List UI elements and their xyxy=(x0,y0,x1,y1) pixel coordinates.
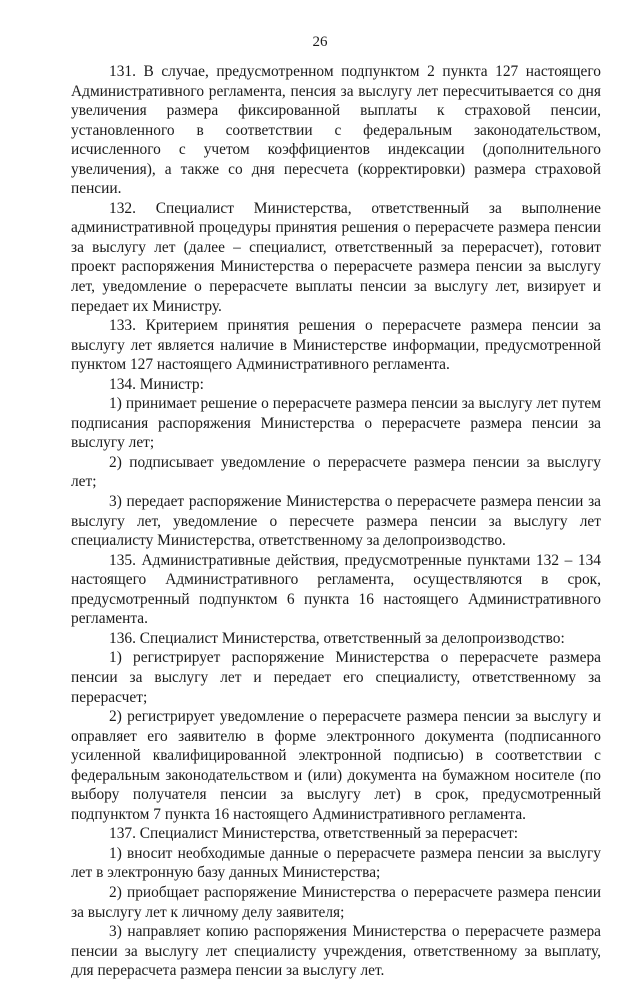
paragraph-134-item-1: 1) принимает решение о перерасчете размера пенсии за выслугу лет путем подписания распоряжения Министерства о перерасчете размера пенсии за выслугу лет; xyxy=(71,395,601,452)
paragraph-131: 131. В случае, предусмотренном подпунктом 2 пункта 127 настоящего Административного регламента, пенсия за выслугу лет пересчитывается со дня увеличения размера фиксированной выплаты к страховой пенсии, установленного в соответствии с федеральным законодательством, исчисленного с учетом коэффициентов индексации (дополнительного увеличения), а также со дня пересчета (корректировки) размера страховой пенсии. xyxy=(71,63,601,198)
paragraph-134-item-3: 3) передает распоряжение Министерства о перерасчете размера пенсии за выслугу лет, уведомление о пересчете размера пенсии за выслугу лет специалисту Министерства, ответственному за делопроизводство. xyxy=(71,493,601,550)
paragraph-133: 133. Критерием принятия решения о перерасчете размера пенсии за выслугу лет является наличие в Министерстве информации, предусмотренной пунктом 127 настоящего Административного регламента. xyxy=(71,317,601,374)
paragraph-135: 135. Административные действия, предусмотренные пунктами 132 – 134 настоящего Административного регламента, осуществляются в срок, предусмотренный подпунктом 6 пункта 16 настоящего Административного регламента. xyxy=(71,551,601,628)
paragraph-137-item-3: 3) направляет копию распоряжения Министерства о перерасчете размера пенсии за выслугу лет специалисту учреждения, ответственному за выплату, для перерасчета размера пенсии за выслугу лет. xyxy=(71,923,601,980)
paragraph-134-item-2: 2) подписывает уведомление о перерасчете размера пенсии за выслугу лет; xyxy=(71,453,601,491)
paragraph-136-item-1: 1) регистрирует распоряжение Министерства о перерасчете размера пенсии за выслугу лет и передает его специалисту, ответственному за перерасчет; xyxy=(71,649,601,706)
paragraph-136-heading: 136. Специалист Министерства, ответственный за делопроизводство: xyxy=(109,629,565,647)
paragraph-132: 132. Специалист Министерства, ответственный за выполнение административной процедуры принятия решения о перерасчете размера пенсии за выслугу лет (далее – специалист, ответственный за перерасчет), готовит проект распоряжения Министерства о перерасчете размера пенсии за выслугу лет, уведомление о перерасчете выплаты пенсии за выслугу лет, визирует и передает их Министру. xyxy=(71,199,601,315)
paragraph-137-item-2: 2) приобщает распоряжение Министерства о перерасчете размера пенсии за выслугу лет к личному делу заявителя; xyxy=(71,883,601,921)
paragraph-134-heading: 134. Министр: xyxy=(109,375,204,393)
paragraph-137-item-1: 1) вносит необходимые данные о перерасчете размера пенсии за выслугу лет в электронную базу данных Министерства; xyxy=(71,844,601,882)
paragraph-136-item-2: 2) регистрирует уведомление о перерасчете размера пенсии за выслугу и оправляет его заявителю в форме электронного документа (подписанного усиленной квалифицированной электронной подписью) в соответствии с федеральным законодательством и (или) документа на бумажном носителе (по выбору получателя пенсии за выслугу лет) в срок, предусмотренный подпунктом 7 пункта 16 настоящего Административного регламента. xyxy=(71,708,601,823)
paragraph-137-heading: 137. Специалист Министерства, ответственный за перерасчет: xyxy=(109,825,519,843)
document-body xyxy=(71,62,601,981)
page-number: 26 xyxy=(312,34,328,50)
